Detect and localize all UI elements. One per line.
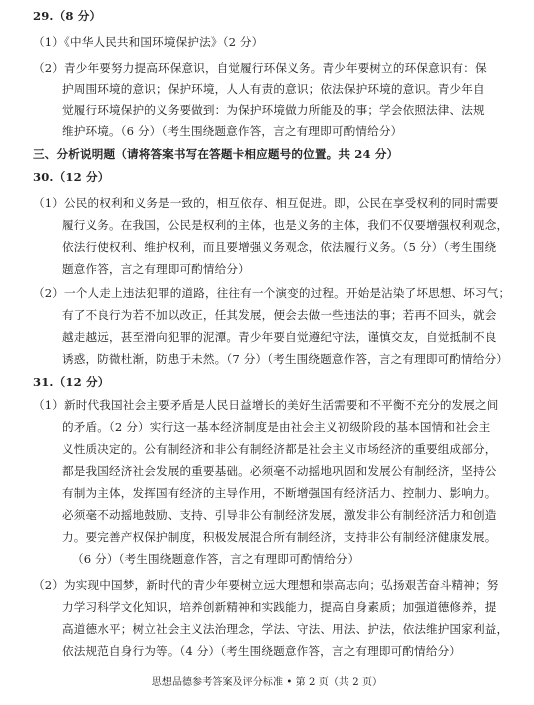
q31-answer-2-line-4: 依法规范自身行为等。（4 分）（考生围绕题意作答，言之有理即可酌情给分） <box>62 644 462 658</box>
q31-answer-2-line-3: 高道德水平；树立社会主义法治理念，学法、守法、用法、护法，依法维护国家利益， <box>62 622 509 636</box>
page-footer: 思想品德参考答案及评分标准 • 第 2 页（共 2 页） <box>151 677 383 688</box>
q31-answer-1-line-7: 力。要完善产权保护制度，积极发展混合所有制经济，支持非公有制经济健康发展。 <box>62 530 497 544</box>
q30-answer-2-line-3: 越走越远，甚至滑向犯罪的泥潭。青少年要自觉遵纪守法，谨慎交友，自觉抵制不良 <box>62 330 497 344</box>
q30-answer-1-line-2: 履行义务。在我国，公民是权利的主体，也是义务的主体，我们不仅要增强权利观念， <box>62 218 509 232</box>
q29-answer-2-line-1: （2）青少年要努力提高环保意识，自觉履行环保义务。青少年要树立的环保意识有：保 <box>33 61 487 75</box>
q31-answer-1-line-4: 都是我国经济社会发展的重要基础。必须毫不动摇地巩固和发展公有制经济，坚持公 <box>62 464 497 478</box>
q29-answer-1: （1）《中华人民共和国环境保护法》（2 分） <box>33 35 264 49</box>
q31-answer-2-line-1: （2）为实现中国梦，新时代的青少年要树立远大理想和崇高志向；弘扬艰苦奋斗精神；努 <box>33 578 499 592</box>
q30-number: 30.（12 分） <box>33 170 110 184</box>
q31-answer-1-line-6: 必须毫不动摇地鼓励、支持、引导非公有制经济发展，激发非公有制经济活力和创造 <box>62 508 497 522</box>
section-3-title: 三、分析说明题（请将答案书写在答题卡相应题号的位置。共 24 分） <box>33 147 399 161</box>
q30-answer-1-line-1: （1）公民的权利和义务是一致的，相互依存、相互促进。即，公民在享受权利的同时需要 <box>33 196 499 210</box>
q30-answer-1-line-4: 题意作答，言之有理即可酌情给分） <box>62 262 250 276</box>
q31-number: 31.（12 分） <box>33 375 110 389</box>
q31-answer-2-line-2: 力学习科学文化知识，培养创新精神和实践能力，提高自身素质；加强道德修养，提 <box>62 600 497 614</box>
q30-answer-2-line-4: 诱惑，防微杜渐，防患于未然。（7 分）（考生围绕题意作答，言之有理即可酌情给分） <box>62 352 509 366</box>
q31-answer-1-line-5: 有制为主体，发挥国有经济的主导作用，不断增强国有经济活力、控制力、影响力。 <box>62 486 497 500</box>
q29-answer-2-line-4: 维护环境。（6 分）（考生围绕题意作答，言之有理即可酌情给分） <box>62 124 403 138</box>
q30-answer-1-line-3: 依法行使权利、维护权利，而且要增强义务观念，依法履行义务。（5 分）（考生围绕 <box>62 240 497 254</box>
q29-number: 29.（8 分） <box>33 9 102 23</box>
q30-answer-2-line-2: 有了不良行为若不加以改正，任其发展，便会去做一些违法的事；若再不回头，就会 <box>62 308 497 322</box>
q31-answer-1-line-3: 义性质决定的。公有制经济和非公有制经济都是社会主义市场经济的重要组成部分， <box>62 442 497 456</box>
q31-answer-1-line-8: （6 分）（考生围绕题意作答，言之有理即可酌情给分） <box>72 552 360 566</box>
q31-answer-1-line-1: （1）新时代我国社会主要矛盾是人民日益增长的美好生活需要和不平衡不充分的发展之间 <box>33 398 499 412</box>
q30-answer-2-line-1: （2）一个人走上违法犯罪的道路，往往有一个演变的过程。开始是沾染了坏思想、坏习气； <box>33 286 511 300</box>
q29-answer-2-line-3: 觉履行环境保护的义务要做到：为保护环境做力所能及的事；学会依照法律、法规 <box>62 103 485 117</box>
q31-answer-1-line-2: 的矛盾。（2 分）实行这一基本经济制度是由社会主义初级阶段的基本国情和社会主 <box>62 420 491 434</box>
q29-answer-2-line-2: 护周围环境的意识；保护环境，人人有责的意识；依法保护环境的意识。青少年自 <box>62 82 485 96</box>
